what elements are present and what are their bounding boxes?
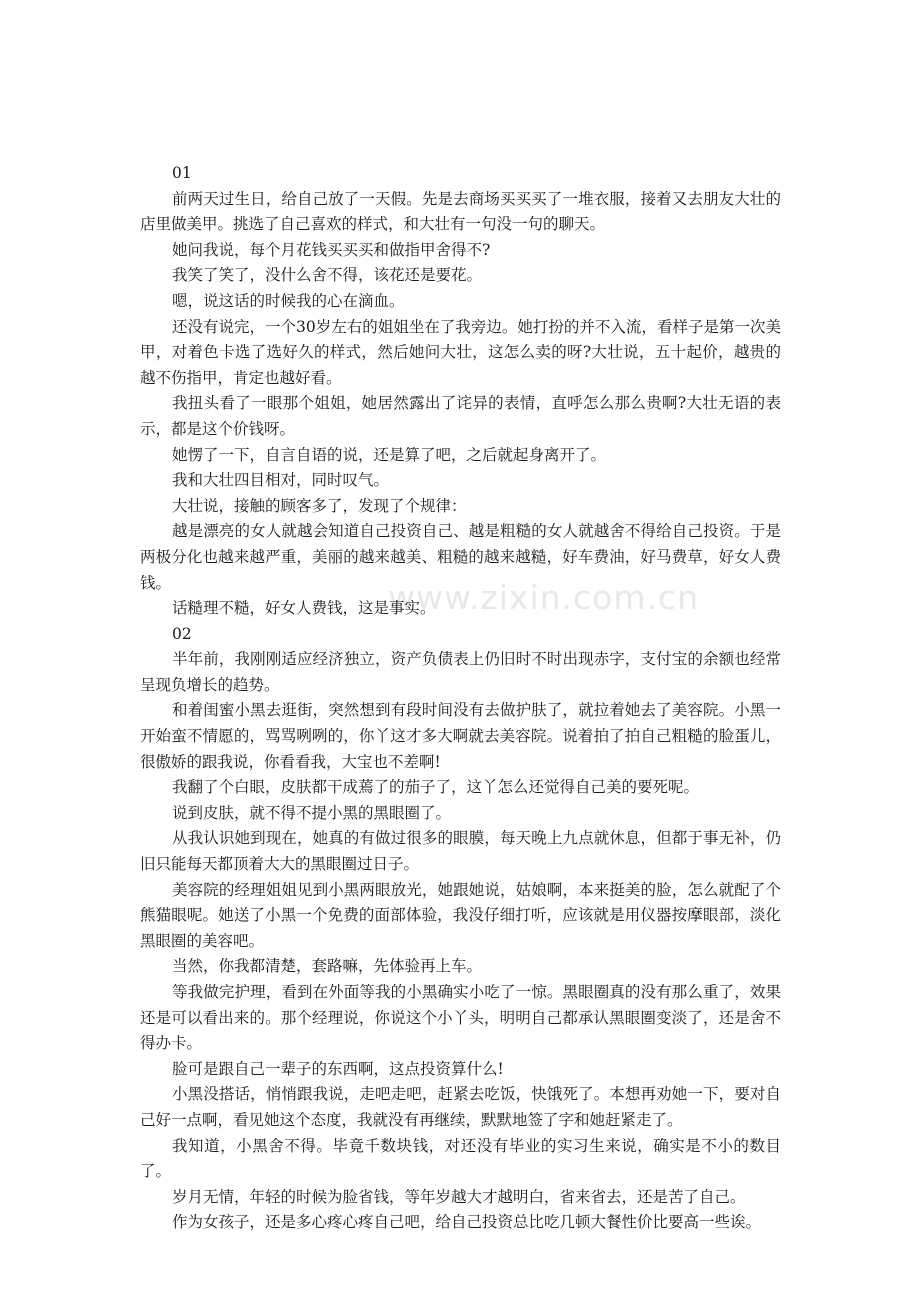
paragraph: 我和大壮四目相对，同时叹气。 xyxy=(172,471,390,490)
paragraph: 话糙理不糙，好女人费钱，这是事实。 xyxy=(172,599,436,618)
paragraph: 美容院的经理姐姐见到小黑两眼放光，她跟她说，姑娘啊，本来挺美的脸，怎么就配了个熊猫眼呢。她送了小黑一个免费的面部体验，我没仔细打听，应该就是用仪器按摩眼部，淡化黑眼圈的美容吧。 xyxy=(140,880,781,950)
paragraph: 说到皮肤，就不得不提小黑的黑眼圈了。 xyxy=(172,803,452,822)
article-body xyxy=(140,161,781,1236)
section-number: 01 xyxy=(172,164,192,182)
paragraph: 嗯，说这话的时候我的心在滴血。 xyxy=(172,291,405,310)
paragraph: 脸可是跟自己一辈子的东西啊，这点投资算什么! xyxy=(172,1059,504,1078)
paragraph: 作为女孩子，还是多心疼心疼自己吧，给自己投资总比吃几顿大餐性价比要高一些诶。 xyxy=(172,1213,762,1232)
paragraph: 她愣了一下，自言自语的说，还是算了吧，之后就起身离开了。 xyxy=(172,445,607,464)
paragraph: 她问我说，每个月花钱买买买和做指甲舍得不? xyxy=(172,240,491,259)
paragraph: 我笑了笑了，没什么舍不得，该花还是要花。 xyxy=(172,266,483,285)
paragraph: 前两天过生日，给自己放了一天假。先是去商场买买买了一堆衣服，接着又去朋友大壮的店里做美甲。挑选了自己喜欢的样式，和大壮有一句没一句的聊天。 xyxy=(140,189,781,234)
paragraph: 和着闺蜜小黑去逛街，突然想到有段时间没有去做护肤了，就拉着她去了美容院。小黑一开始蛮不情愿的，骂骂咧咧的，你丫这才多大啊就去美容院。说着拍了拍自己粗糙的脸蛋儿，很傲娇的跟我说，你看看我，大宝也不差啊! xyxy=(140,701,781,771)
watermark: www.zixin.com.cn xyxy=(388,578,700,617)
paragraph: 还没有说完，一个30岁左右的姐姐坐在了我旁边。她打扮的并不入流，看样子是第一次美甲，对着色卡选了选好久的样式，然后她问大壮，这怎么卖的呀?大壮说，五十起价，越贵的越不伤指甲，肯定也越好看。 xyxy=(140,317,781,387)
paragraph: 等我做完护理，看到在外面等我的小黑确实小吃了一惊。黑眼圈真的没有那么重了，效果还是可以看出来的。那个经理说，你说这个小丫头，明明自己都承认黑眼圈变淡了，还是舍不得办卡。 xyxy=(140,983,781,1053)
paragraph: 从我认识她到现在，她真的有做过很多的眼膜，每天晚上九点就休息，但都于事无补，仍旧只能每天都顶着大大的黑眼圈过日子。 xyxy=(140,829,781,874)
paragraph: 大壮说，接触的顾客多了，发现了个规律： xyxy=(172,496,467,515)
paragraph: 越是漂亮的女人就越会知道自己投资自己、越是粗糙的女人就越舍不得给自己投资。于是两极分化也越来越严重，美丽的越来越美、粗糙的越来越糙，好车费油，好马费草，好女人费钱。 xyxy=(140,522,781,592)
paragraph: 我扭头看了一眼那个姐姐，她居然露出了诧异的表情，直呼怎么那么贵啊?大壮无语的表示，都是这个价钱呀。 xyxy=(140,394,781,438)
section-number: 02 xyxy=(172,624,192,643)
paragraph: 小黑没搭话，悄悄跟我说，走吧走吧，赶紧去吃饭，快饿死了。本想再劝她一下，要对自己好一点啊，看见她这个态度，我就没有再继续，默默地签了字和她赶紧走了。 xyxy=(140,1085,781,1129)
paragraph: 半年前，我刚刚适应经济独立，资产负债表上仍旧时不时出现赤字，支付宝的余额也经常呈现负增长的趋势。 xyxy=(140,650,781,694)
paragraph: 我知道，小黑舍不得。毕竟千数块钱，对还没有毕业的实习生来说，确实是不小的数目了。 xyxy=(140,1136,781,1181)
paragraph: 岁月无情，年轻的时候为脸省钱，等年岁越大才越明白，省来省去，还是苦了自己。 xyxy=(172,1187,746,1206)
paragraph: 我翻了个白眼，皮肤都干成蔫了的茄子了，这丫怎么还觉得自己美的要死呢。 xyxy=(172,778,700,797)
paragraph: 当然，你我都清楚，套路嘛，先体验再上车。 xyxy=(172,957,483,976)
